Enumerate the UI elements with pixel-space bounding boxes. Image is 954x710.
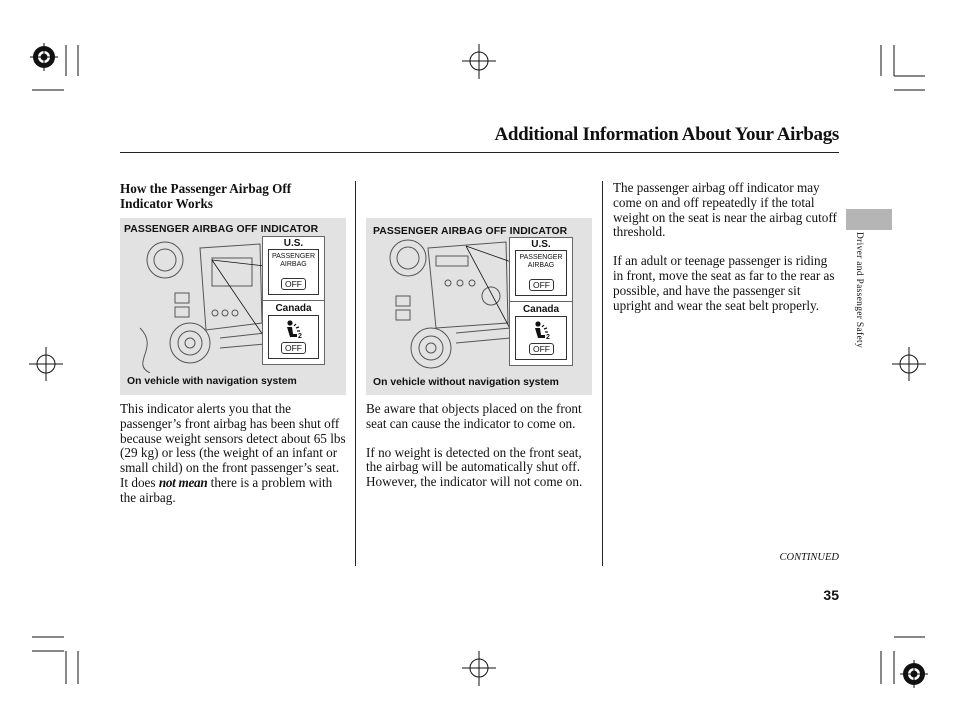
us-indicator-panel — [515, 250, 567, 296]
canada-indicator-panel — [268, 315, 319, 359]
us-indicator-panel — [268, 249, 319, 295]
emphasis-text: not mean — [158, 474, 208, 490]
crosshair-top-icon — [462, 44, 496, 79]
svg-text:2: 2 — [546, 334, 550, 340]
crosshair-bottom-icon — [462, 651, 496, 686]
indicator-inset — [262, 236, 325, 365]
registration-starburst-top-icon — [30, 43, 58, 71]
us-label: U.S. — [531, 239, 551, 250]
inset-divider — [263, 300, 324, 301]
section-heading: How the Passenger Airbag Off Indicator Works — [120, 181, 292, 211]
figure-with-navigation — [120, 218, 346, 395]
page-title: Additional Information About Your Airbags — [494, 124, 839, 145]
paragraph: If no weight is detected on the front seat, the airbag will be automatically shut off. However, the indicator will not come on. — [366, 444, 583, 490]
paragraph-text: This indicator alerts you that the passenger’s front airbag has been shut off because weight sensors detect about 65 lbs (29 kg) or less (the weight of an infant or small child) on the front passenger’s seat. It does — [120, 401, 346, 490]
right-column-text — [613, 181, 837, 327]
off-indicator: OFF — [529, 343, 554, 355]
canada-indicator-panel — [515, 316, 567, 360]
indicator-text-line: PASSENGER — [519, 254, 563, 261]
continued-label: CONTINUED — [779, 552, 839, 563]
figure-caption: On vehicle without navigation system — [373, 377, 559, 388]
crosshair-right-icon — [892, 347, 926, 381]
paragraph — [120, 402, 348, 506]
dashboard-illustration — [366, 238, 516, 373]
indicator-text-line: AIRBAG — [280, 261, 307, 268]
off-indicator: OFF — [281, 342, 306, 354]
off-indicator: OFF — [281, 278, 306, 290]
passenger-airbag-icon — [531, 320, 553, 340]
canada-label: Canada — [522, 304, 560, 315]
figure-without-navigation — [366, 218, 592, 395]
dashboard-illustration — [120, 238, 270, 373]
indicator-text-line: PASSENGER — [271, 253, 316, 260]
section-side-tab — [846, 209, 892, 230]
paragraph: Be aware that objects placed on the front seat can cause the indicator to come on. — [366, 401, 582, 431]
figure-caption: On vehicle with navigation system — [127, 376, 297, 387]
column-divider — [602, 181, 603, 566]
us-label: U.S. — [283, 238, 304, 249]
paragraph: If an adult or teenage passenger is riding in front, move the seat as far to the rear as possible, and have the passenger sit upright and wear the seat belt properly. — [613, 253, 835, 313]
figure-label: PASSENGER AIRBAG OFF INDICATOR — [373, 226, 568, 237]
column-divider — [355, 181, 356, 566]
svg-text:2: 2 — [298, 333, 302, 339]
canada-label: Canada — [275, 303, 312, 314]
off-indicator: OFF — [529, 279, 554, 291]
passenger-airbag-icon — [283, 319, 305, 339]
crosshair-left-icon — [29, 347, 63, 381]
page-number: 35 — [823, 587, 839, 603]
paragraph-text: there is a problem with the airbag. — [120, 474, 333, 505]
middle-column-text — [366, 402, 594, 504]
title-rule — [120, 152, 839, 153]
paragraph: The passenger airbag off indicator may come on and off repeatedly if the total weight on the seat is near the airbag cutoff threshold. — [613, 180, 837, 240]
registration-starburst-bottom-icon — [900, 660, 928, 688]
figure-label: PASSENGER AIRBAG OFF INDICATOR — [124, 224, 319, 235]
indicator-text-line: AIRBAG — [527, 262, 555, 269]
section-side-label: Driver and Passenger Safety — [854, 232, 864, 348]
left-column-text — [120, 402, 348, 520]
inset-divider — [510, 301, 572, 302]
indicator-inset — [509, 237, 573, 366]
